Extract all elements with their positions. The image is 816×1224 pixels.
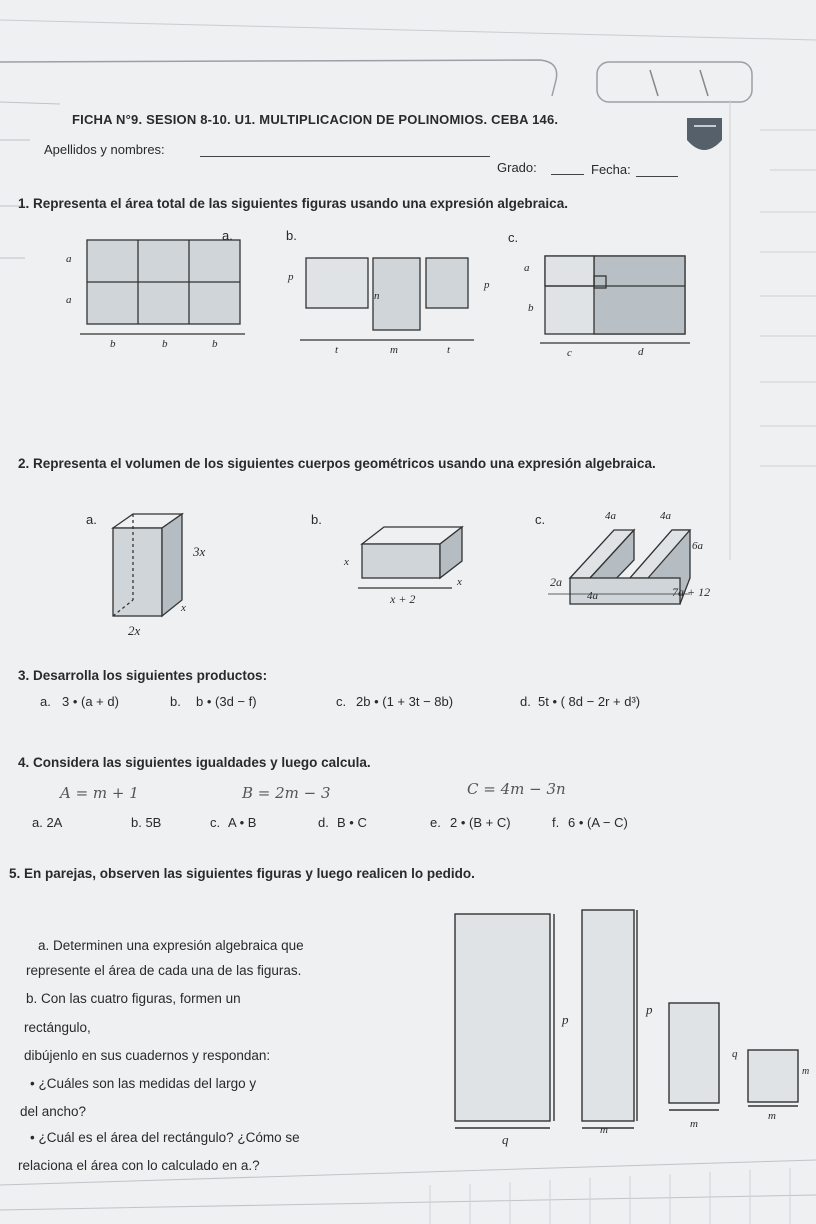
q4-item-f-expr: 6 • (A − C) <box>568 815 628 830</box>
q2b-depth: x <box>457 576 462 588</box>
q3-item-d-expr: 5t • ( 8d − 2r + d³) <box>538 694 641 709</box>
q2a-width: 2x <box>128 623 141 638</box>
q1c-left-bottom: b <box>528 302 534 314</box>
q5-fig3-q: q <box>732 1048 738 1060</box>
q3-item-b-tag: b. <box>170 694 181 709</box>
q4-item-d-tag: d. <box>318 815 329 830</box>
q2c-top-1: 4a <box>605 510 616 522</box>
q4-item-c-tag: c. <box>210 815 221 830</box>
q1c-bottom-1: c <box>567 347 572 359</box>
q1c-bottom-2: d <box>638 346 644 358</box>
q3-title: 3. Desarrolla los siguientes productos: <box>18 668 268 683</box>
grado-label: Grado: <box>497 160 537 175</box>
q5-line-2: represente el área de cada una de las figuras. <box>26 963 302 978</box>
q1b-right: p <box>484 279 490 291</box>
q1c-tag: c. <box>508 230 519 245</box>
q3-item-d-tag: d. <box>520 694 531 709</box>
q4-item-b: b. 5B <box>131 815 162 830</box>
q5-line-8: • ¿Cuál es el área del rectángulo? ¿Cómo se <box>30 1130 300 1145</box>
q2b-tag: b. <box>311 512 322 527</box>
q4-eq-b: B = 2m − 3 <box>242 784 331 802</box>
q2c-right: 6a <box>692 540 703 552</box>
q2c-mid: 4a <box>587 590 598 602</box>
q2-title: 2. Representa el volumen de los siguientes cuerpos geométricos usando una expresión algebraica. <box>18 456 656 471</box>
names-label: Apellidos y nombres: <box>44 142 165 157</box>
q5-fig2-m: m <box>600 1124 608 1136</box>
q4-item-a: a. 2A <box>32 815 63 830</box>
q4-item-f-tag: f. <box>552 815 560 830</box>
q1a-side-2: a <box>66 294 72 306</box>
q1a-bottom-2: b <box>162 338 168 350</box>
fecha-label: Fecha: <box>591 162 631 177</box>
q1b-inner: n <box>374 290 380 302</box>
q4-title: 4. Considera las siguientes igualdades y luego calcula. <box>18 755 371 770</box>
q1b-bottom-2: m <box>390 344 398 356</box>
q2a-tag: a. <box>86 512 97 527</box>
q1-title: 1. Representa el área total de las siguientes figuras usando una expresión algebraica. <box>18 196 568 211</box>
q5-line-1: a. Determinen una expresión algebraica que <box>38 938 304 953</box>
q4-eq-c: C = 4m − 3n <box>467 780 566 798</box>
q2b-width: x + 2 <box>390 592 416 606</box>
q1a-tag: a. <box>222 228 233 243</box>
q4-eq-a: A = m + 1 <box>60 784 139 802</box>
q5-line-9: relaciona el área con lo calculado en a.? <box>18 1158 260 1173</box>
q2c-left: 2a <box>550 575 562 589</box>
q2b-height: x <box>344 556 349 568</box>
q5-line-3: b. Con las cuatro figuras, formen un <box>26 991 241 1006</box>
q3-item-c-expr: 2b • (1 + 3t − 8b) <box>356 694 454 709</box>
q2c-top-2: 4a <box>660 510 671 522</box>
q5-line-6: • ¿Cuáles son las medidas del largo y <box>30 1076 257 1091</box>
q5-fig2-p: p <box>646 1002 653 1017</box>
q3-item-a-tag: a. <box>40 694 51 709</box>
q2a-depth: x <box>181 602 186 614</box>
q5-fig3-m: m <box>690 1118 698 1130</box>
q1c-left-top: a <box>524 262 530 274</box>
q1a-bottom-1: b <box>110 338 116 350</box>
q5-fig1-q: q <box>502 1132 509 1147</box>
q2c-tag: c. <box>535 512 546 527</box>
q1b-tag: b. <box>286 228 297 243</box>
q1a-bottom-3: b <box>212 338 218 350</box>
q1a-side-1: a <box>66 253 72 265</box>
q5-title: 5. En parejas, observen las siguientes figuras y luego realicen lo pedido. <box>9 866 475 881</box>
q3-item-a-expr: 3 • (a + d) <box>62 694 119 709</box>
q1b-bottom-1: t <box>335 344 339 356</box>
page-title: FICHA N°9. SESION 8-10. U1. MULTIPLICACION DE POLINOMIOS. CEBA 146. <box>72 112 559 127</box>
q3-item-b-expr: b • (3d − f) <box>196 694 257 709</box>
q5-fig4-m: m <box>768 1110 776 1122</box>
q4-item-d-expr: B • C <box>337 815 367 830</box>
q5-line-4: rectángulo, <box>24 1020 91 1035</box>
q5-line-7: del ancho? <box>20 1104 87 1119</box>
q2a-height: 3x <box>193 544 206 559</box>
q5-fig4-side-m: m <box>802 1066 810 1077</box>
q1b-left: p <box>288 271 294 283</box>
q4-item-c-expr: A • B <box>228 815 257 830</box>
q4-item-e-expr: 2 • (B + C) <box>450 815 511 830</box>
q5-fig1-p: p <box>562 1012 569 1027</box>
q4-item-e-tag: e. <box>430 815 441 830</box>
q1b-bottom-3: t <box>447 344 451 356</box>
q3-item-c-tag: c. <box>336 694 347 709</box>
q5-line-5: dibújenlo en sus cuadernos y respondan: <box>24 1048 271 1063</box>
q2c-bottom: 7a + 12 <box>672 585 711 599</box>
